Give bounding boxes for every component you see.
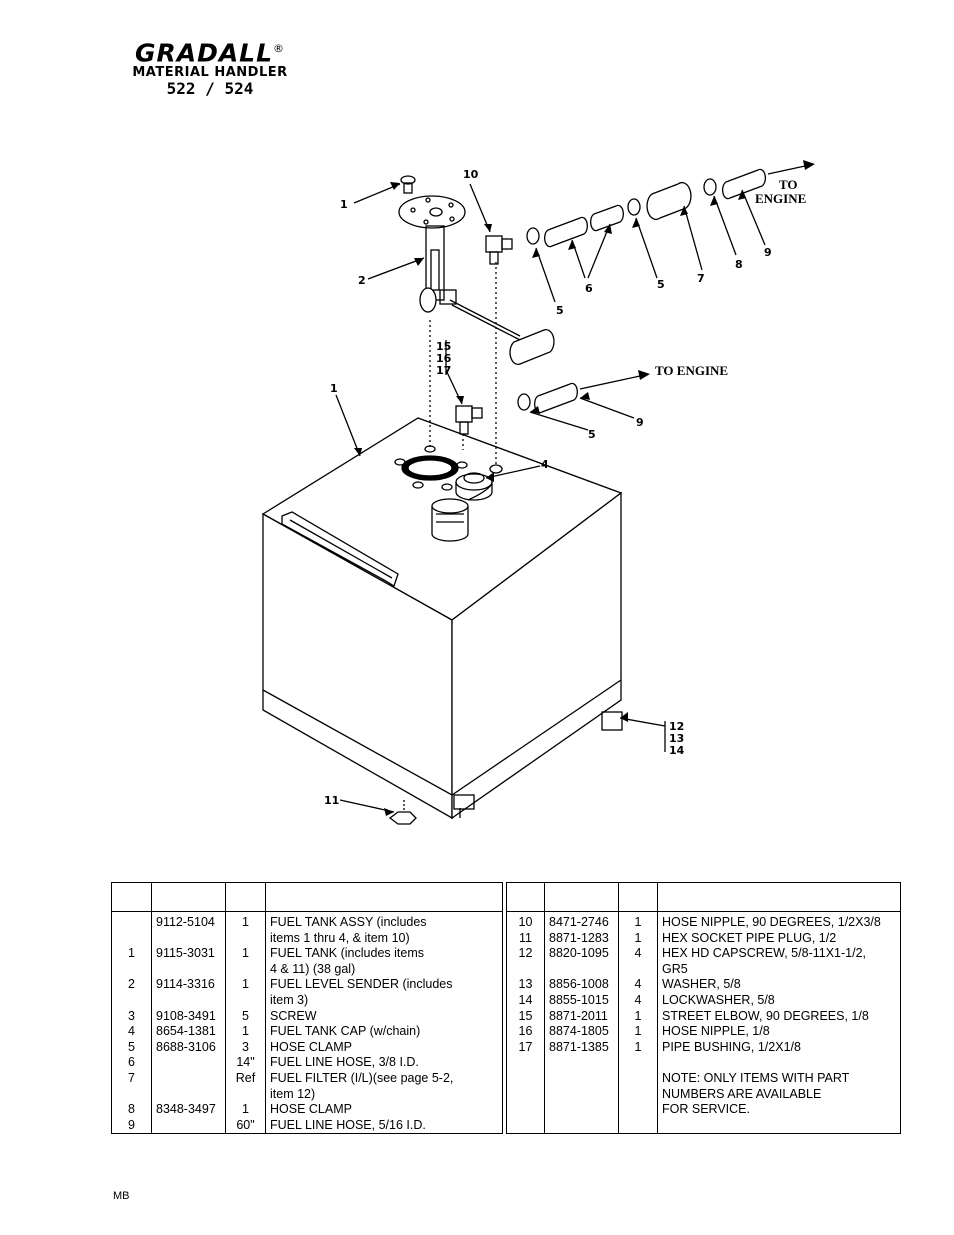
description: FUEL FILTER (I/L)(see page 5-2, (266, 1071, 503, 1087)
parts-row (507, 1118, 901, 1134)
item-number: 10 (507, 912, 545, 931)
quantity (619, 1102, 658, 1118)
item-number (112, 931, 152, 947)
callout-5-a: 5 (556, 304, 564, 317)
parts-row (507, 1071, 901, 1087)
parts-row (112, 1024, 503, 1040)
description: 4 & 11) (38 gal) (266, 962, 503, 978)
callout-13: 13 (669, 732, 685, 745)
description: STREET ELBOW, 90 DEGREES, 1/8 (658, 1009, 901, 1025)
quantity: 1 (226, 1102, 266, 1118)
item-number (507, 1087, 545, 1103)
parts-row (112, 1071, 503, 1087)
part-number: 8688-3106 (152, 1040, 226, 1056)
parts-row (112, 931, 503, 947)
description: FUEL LINE HOSE, 5/16 I.D. (266, 1118, 503, 1134)
quantity: 1 (226, 946, 266, 962)
parts-row (507, 912, 901, 931)
parts-table-header (112, 883, 503, 912)
part-number (545, 1055, 619, 1071)
parts-row (112, 1118, 503, 1134)
callout-4: 4 (541, 458, 549, 471)
quantity: 4 (619, 977, 658, 993)
quantity: 60" (226, 1118, 266, 1134)
footer-code: MB (113, 1190, 130, 1202)
part-number: 8348-3497 (152, 1102, 226, 1118)
description: item 12) (266, 1087, 503, 1103)
item-number (112, 993, 152, 1009)
callout-9-b: 9 (636, 416, 644, 429)
item-number (112, 1087, 152, 1103)
callout-17: 17 (436, 364, 452, 377)
description: HOSE CLAMP (266, 1040, 503, 1056)
part-number: 8820-1095 (545, 946, 619, 962)
parts-table-right (506, 882, 901, 1134)
description: HOSE NIPPLE, 90 DEGREES, 1/2X3/8 (658, 912, 901, 931)
item-number: 3 (112, 1009, 152, 1025)
quantity: 1 (226, 1024, 266, 1040)
item-number: 5 (112, 1040, 152, 1056)
to-engine-label-upper-2: ENGINE (755, 191, 807, 206)
part-number: 8855-1015 (545, 993, 619, 1009)
part-number: 8871-2011 (545, 1009, 619, 1025)
parts-row (507, 993, 901, 1009)
part-number: 8856-1008 (545, 977, 619, 993)
quantity: 5 (226, 1009, 266, 1025)
part-number (152, 1087, 226, 1103)
parts-row (507, 962, 901, 978)
item-number: 17 (507, 1040, 545, 1056)
item-number (507, 1118, 545, 1134)
quantity: 3 (226, 1040, 266, 1056)
description: FUEL TANK CAP (w/chain) (266, 1024, 503, 1040)
part-number: 8654-1381 (152, 1024, 226, 1040)
description: WASHER, 5/8 (658, 977, 901, 993)
parts-row (507, 1009, 901, 1025)
quantity: Ref (226, 1071, 266, 1087)
description: NOTE: ONLY ITEMS WITH PART (658, 1071, 901, 1087)
item-number: 12 (507, 946, 545, 962)
callout-1: 1 (330, 382, 338, 395)
quantity (619, 1071, 658, 1087)
parts-row (112, 977, 503, 993)
part-number: 8871-1283 (545, 931, 619, 947)
callout-8: 8 (735, 258, 743, 271)
description: FUEL LEVEL SENDER (includes (266, 977, 503, 993)
quantity (619, 1118, 658, 1134)
item-number: 4 (112, 1024, 152, 1040)
quantity (226, 962, 266, 978)
callout-11: 11 (324, 794, 340, 807)
quantity: 4 (619, 946, 658, 962)
item-number: 6 (112, 1055, 152, 1071)
part-number (152, 962, 226, 978)
quantity: 1 (619, 931, 658, 947)
quantity (226, 1087, 266, 1103)
part-number: 9114-3316 (152, 977, 226, 993)
item-number: 16 (507, 1024, 545, 1040)
to-engine-label-lower: TO ENGINE (655, 363, 729, 378)
parts-row (112, 1040, 503, 1056)
item-number: 14 (507, 993, 545, 1009)
quantity: 14" (226, 1055, 266, 1071)
quantity (226, 993, 266, 1009)
description: FUEL TANK (includes items (266, 946, 503, 962)
product-name: MATERIAL HANDLER (132, 65, 288, 81)
callout-12: 12 (669, 720, 685, 733)
parts-row (507, 1087, 901, 1103)
item-number: 15 (507, 1009, 545, 1025)
parts-row (112, 912, 503, 931)
part-number (545, 1118, 619, 1134)
quantity: 1 (619, 1009, 658, 1025)
hex-socket-pipe-plug (390, 812, 416, 824)
part-number (152, 931, 226, 947)
parts-row (112, 993, 503, 1009)
description (658, 1118, 901, 1134)
parts-row (507, 1024, 901, 1040)
item-number: 2 (112, 977, 152, 993)
fuel-tank-cap (456, 474, 492, 490)
description: item 3) (266, 993, 503, 1009)
parts-table-left (111, 882, 503, 1134)
parts-row (112, 946, 503, 962)
quantity: 1 (619, 1024, 658, 1040)
callout-5-b: 5 (657, 278, 665, 291)
part-number: 8471-2746 (545, 912, 619, 931)
description: FUEL LINE HOSE, 3/8 I.D. (266, 1055, 503, 1071)
parts-row (112, 962, 503, 978)
quantity: 4 (619, 993, 658, 1009)
description: HEX SOCKET PIPE PLUG, 1/2 (658, 931, 901, 947)
callout-9-a: 9 (764, 246, 772, 259)
parts-row (112, 1009, 503, 1025)
description: SCREW (266, 1009, 503, 1025)
item-number: 9 (112, 1118, 152, 1134)
part-number: 8871-1385 (545, 1040, 619, 1056)
fuel-level-sender (399, 196, 465, 228)
callout-6: 6 (585, 282, 593, 295)
description: FUEL TANK ASSY (includes (266, 912, 503, 931)
quantity: 1 (226, 977, 266, 993)
brand-name: GRADALL® (134, 38, 286, 68)
description: FOR SERVICE. (658, 1102, 901, 1118)
callout-10: 10 (463, 168, 479, 181)
parts-row (112, 1102, 503, 1118)
parts-row (507, 946, 901, 962)
quantity: 1 (226, 912, 266, 931)
description: NUMBERS ARE AVAILABLE (658, 1087, 901, 1103)
parts-row (112, 1055, 503, 1071)
item-number (507, 962, 545, 978)
callout-3: 1 (340, 198, 348, 211)
part-number (152, 1118, 226, 1134)
hose-nipple-elbow (486, 236, 502, 252)
part-number: 9115-3031 (152, 946, 226, 962)
parts-table-header (507, 883, 901, 912)
callout-14: 14 (669, 744, 685, 757)
part-number: 9112-5104 (152, 912, 226, 931)
part-number (152, 1055, 226, 1071)
item-number: 8 (112, 1102, 152, 1118)
part-number (152, 993, 226, 1009)
quantity (619, 962, 658, 978)
item-number (507, 1102, 545, 1118)
callout-7: 7 (697, 272, 705, 285)
model-number: 522 / 524 (166, 79, 254, 99)
parts-row (507, 1055, 901, 1071)
quantity (226, 931, 266, 947)
parts-row (112, 1087, 503, 1103)
part-number: 9108-3491 (152, 1009, 226, 1025)
part-number: 8874-1805 (545, 1024, 619, 1040)
part-number (545, 962, 619, 978)
parts-row (507, 1040, 901, 1056)
item-number (112, 962, 152, 978)
part-number (545, 1087, 619, 1103)
description: items 1 thru 4, & item 10) (266, 931, 503, 947)
callout-16: 16 (436, 352, 452, 365)
item-number: 1 (112, 946, 152, 962)
item-number: 7 (112, 1071, 152, 1087)
quantity (619, 1055, 658, 1071)
parts-row (507, 977, 901, 993)
description: HEX HD CAPSCREW, 5/8-11X1-1/2, (658, 946, 901, 962)
item-number: 13 (507, 977, 545, 993)
item-number (507, 1055, 545, 1071)
item-number (507, 1071, 545, 1087)
item-number (112, 912, 152, 931)
description: PIPE BUSHING, 1/2X1/8 (658, 1040, 901, 1056)
callout-5-c: 5 (588, 428, 596, 441)
quantity: 1 (619, 1040, 658, 1056)
description: HOSE NIPPLE, 1/8 (658, 1024, 901, 1040)
callout-2: 2 (358, 274, 366, 287)
item-number: 11 (507, 931, 545, 947)
to-engine-label-upper-1: TO (779, 177, 798, 192)
description: GR5 (658, 962, 901, 978)
part-number (152, 1071, 226, 1087)
quantity: 1 (619, 912, 658, 931)
part-number (545, 1102, 619, 1118)
quantity (619, 1087, 658, 1103)
parts-row (507, 931, 901, 947)
description (658, 1055, 901, 1071)
parts-row (507, 1102, 901, 1118)
callout-15: 15 (436, 340, 452, 353)
description: HOSE CLAMP (266, 1102, 503, 1118)
part-number (545, 1071, 619, 1087)
description: LOCKWASHER, 5/8 (658, 993, 901, 1009)
